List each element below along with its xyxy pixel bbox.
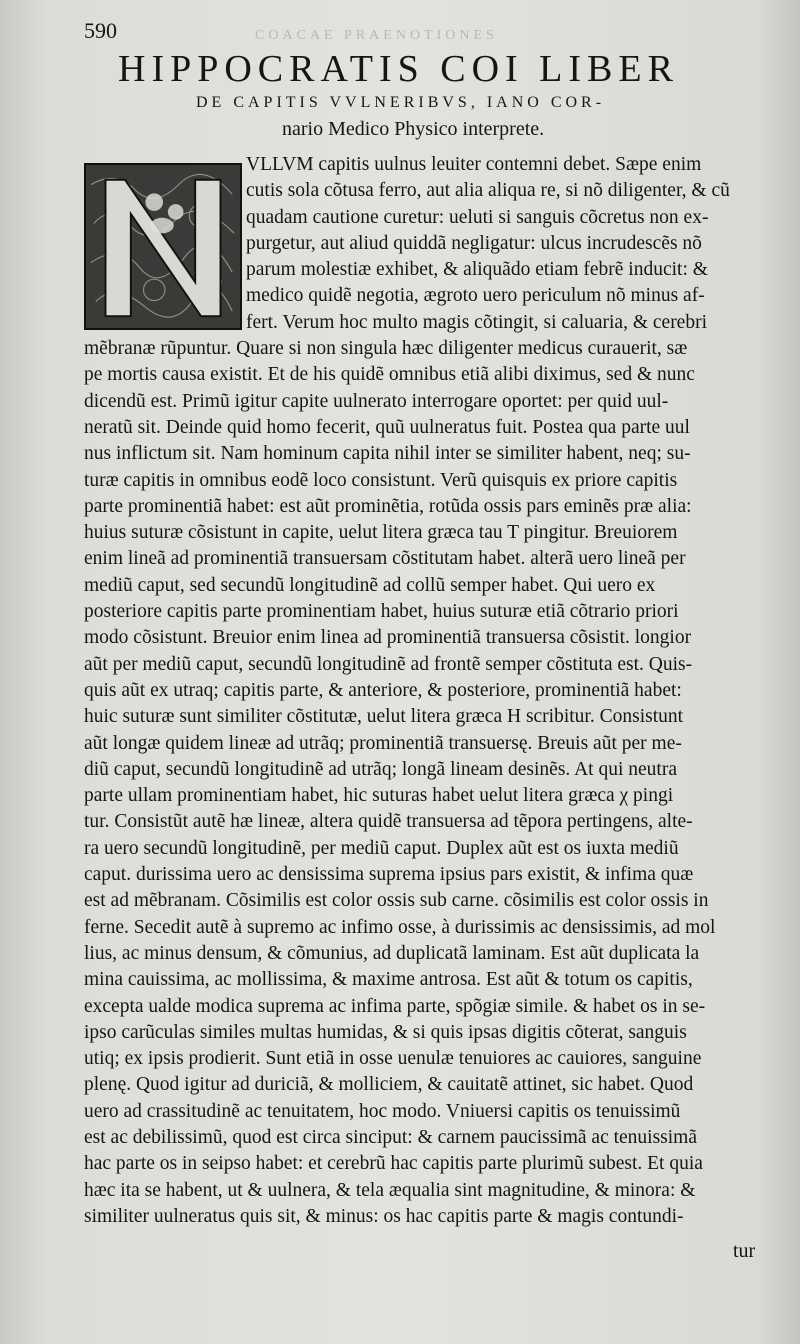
page-title: HIPPOCRATIS COI LIBER (118, 48, 679, 90)
show-through-text: COACAE PRAENOTIONES (255, 28, 498, 43)
text-line: dicendũ est. Primũ igitur capite uulnerato interrogare oportet: per quid uul- (84, 390, 669, 412)
text-line: quis aũt ex utraq; capitis parte, & anteriore, & posteriore, prominentiã habet: (84, 679, 682, 701)
text-line: modo cõsistunt. Breuior enim linea ad prominentiã transuersa cõsistit. longior (84, 627, 692, 649)
text-line: utiq; ex ipsis prodierit. Sunt etiã in osse uenulæ tenuiores ac cauiores, sanguine (84, 1048, 702, 1070)
text-line: excepta ualde modica suprema ac infima parte, spõgiæ simile. & habet os in se- (84, 995, 706, 1017)
text-line: aũt per mediũ caput, secundũ longitudinẽ ad frontẽ semper cõstituta est. Quis- (84, 653, 693, 675)
page-number: 590 (84, 18, 117, 43)
text-line: ra uero secundũ longitudinẽ, per mediũ caput. Duplex aũt est os iuxta mediũ (84, 837, 679, 859)
text-line: huius suturæ cõsistunt in capite, uelut litera græca tau T pingitur. Breuiorem (84, 522, 678, 544)
text-line: hac parte os in seipso habet: et cerebrũ hac capitis parte plurimũ subest. Et quia (84, 1153, 703, 1175)
text-line: est ac debilissimũ, quod est circa sinciput: & carnem paucissimã ac tenuissimã (84, 1126, 698, 1148)
text-line: quadam cautione curetur: ueluti si sanguis cõcretus non ex- (246, 206, 709, 228)
text-line: mediũ caput, sed secundũ longitudinẽ ad collũ semper habet. Qui uero ex (84, 574, 656, 596)
subtitle-line-2: nario Medico Physico interprete. (282, 118, 545, 140)
text-line: medico quidẽ negotia, ægroto uero periculum nõ minus af- (246, 285, 705, 307)
text-line: huic suturæ sunt similiter cõstitutæ, uelut litera græca H scribitur. Consistunt (84, 706, 684, 728)
text-line: purgetur, aut aliud quiddã negligatur: ulcus incrudescẽs nõ (246, 232, 702, 254)
catchword: tur (733, 1240, 756, 1262)
text-line: tur. Consistũt autẽ hæ lineæ, altera quidẽ transuersa ad tẽpora pertingens, alte- (84, 811, 693, 833)
body-text (84, 152, 772, 1230)
text-line: diũ caput, secundũ longitudinẽ ad utrãq; longã lineam desinẽs. At qui neutra (84, 758, 677, 780)
text-line: enim lineã ad prominentiã transuersam cõstitutam habet. alterã uero lineã per (84, 548, 686, 570)
text-line: aũt longæ quidem lineæ ad utrãq; prominentiã transuersę. Breuis aũt per me- (84, 732, 682, 754)
text-line: posteriore capitis parte prominentiam habet, huius suturæ etiã cõtrario priori (84, 601, 679, 623)
text-line: plenę. Quod igitur ad duriciã, & molliciem, & cauitatẽ attinet, sic habet. Quod (84, 1074, 694, 1096)
text-line: turæ capitis in omnibus eodẽ loco consistunt. Verũ quisquis ex priore capitis (84, 469, 678, 491)
text-line: VLLVM capitis uulnus leuiter contemni debet. Sæpe enim (246, 154, 702, 175)
text-line: mẽbranæ rũpuntur. Quare si non singula hæc diligenter medicus curauerit, sæ (84, 338, 688, 360)
text-line: pe mortis causa existit. Et de his quidẽ omnibus etiã alibi diximus, sed & nunc (84, 364, 695, 386)
text-line: similiter uulneratus quis sit, & minus: os hac capitis parte & magis contundi- (84, 1205, 684, 1227)
text-line: hæc ita se habent, ut & uulnera, & tela æqualia sint magnitudine, & minora: & (84, 1179, 696, 1201)
text-line: neratũ sit. Deinde quid homo fecerit, quũ uulneratus fuit. Postea qua parte uul (84, 416, 690, 438)
text-line: parum molestiæ exhibet, & aliquãdo etiam febrẽ inducit: & (246, 259, 708, 281)
text-line: caput. durissima uero ac densissima suprema ipsius pars existit, & infima quæ (84, 864, 694, 886)
text-line: lius, ac minus densum, & cõmunius, ad duplicatã laminam. Est aũt duplicata la (84, 942, 700, 964)
text-line: nus inflictum sit. Nam hominum capita nihil inter se similiter habent, neq; su- (84, 443, 691, 465)
text-line: fert. Verum hoc multo magis cõtingit, si caluaria, & cerebri (246, 311, 708, 333)
text-line: uero ad crassitudinẽ ac tenuitatem, hoc modo. Vniuersi capitis os tenuissimũ (84, 1100, 681, 1122)
text-line: cutis sola cõtusa ferro, aut alia aliqua re, si nõ diligenter, & cũ (246, 180, 730, 202)
subtitle-line-1: DE CAPITIS VVLNERIBVS, IANO COR- (196, 94, 606, 111)
text-line: ferne. Secedit autẽ à supremo ac infimo osse, à durissimis ac densissimis, ad mol (84, 916, 716, 938)
text-line: est ad mẽbranam. Cõsimilis est color ossis sub carne. cõsimilis est color ossis in (84, 890, 709, 912)
text-line: parte ullam prominentiam habet, hic suturas habet uelut litera græca χ pingi (84, 785, 674, 807)
text-line: ipso carũculas similes multas humidas, & si quis ipsas digitis cõterat, sanguis (84, 1021, 687, 1043)
text-line: mina cauissima, ac mollissima, & maxime antrosa. Est aũt & totum os capitis, (84, 969, 693, 991)
text-line: parte prominentiã habet: est aũt prominẽtia, rotũda ossis pars eminẽs præ alia: (84, 495, 692, 517)
